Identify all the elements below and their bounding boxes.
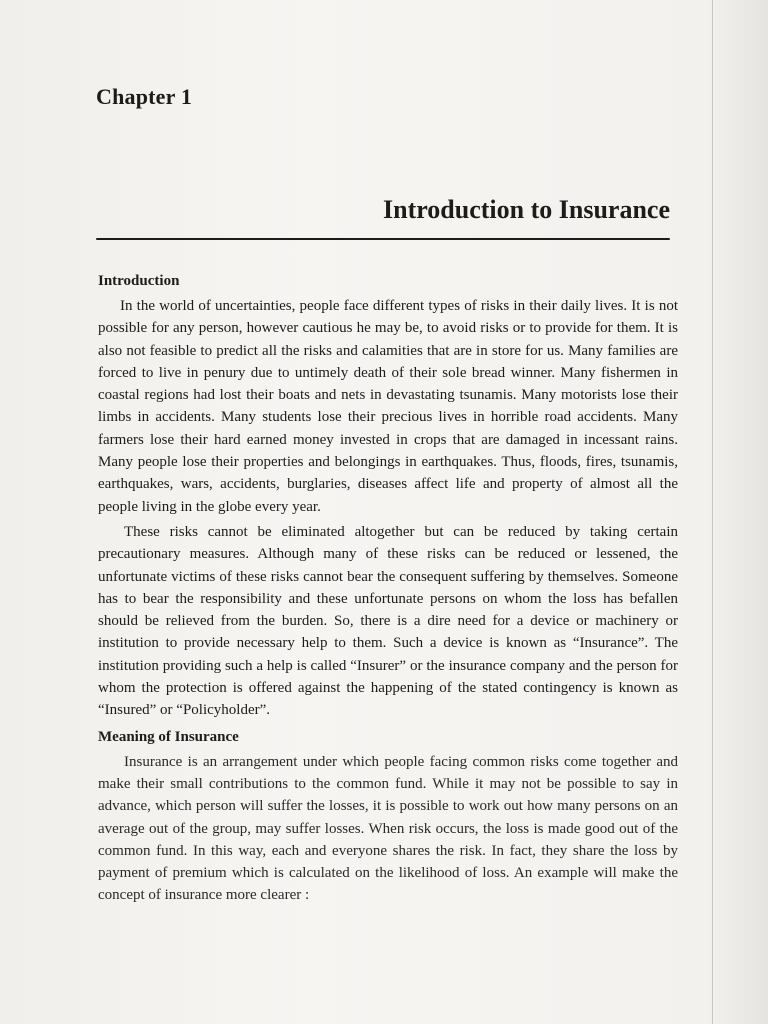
meaning-paragraph-1: Insurance is an arrangement under which people facing common risks come together and make their small contributions to the common fund. While it may not be possible to say in advance, which person will suffer the losses, it is possible to work out how many persons on an average out of the group, may suffer losses. When risk occurs, the loss is made good out of the common fund. In this way, each and everyone shares the risk. In fact, they share the loss by payment of premium which is calculated on the likelihood of loss. An example will make the concept of insurance more clearer :: [98, 753, 678, 904]
page-edge-divider: [712, 0, 713, 1024]
section-introduction: [98, 270, 678, 722]
section-heading-meaning-of-insurance: Meaning of Insurance: [98, 728, 239, 745]
title-underline-rule: [96, 238, 670, 240]
section-heading-introduction: Introduction: [98, 273, 180, 289]
section-meaning-of-insurance: [98, 726, 678, 907]
chapter-body: [98, 270, 678, 910]
chapter-title: Introduction to Insurance: [382, 195, 670, 224]
introduction-paragraph-1: In the world of uncertainties, people face different types of risks in their daily lives. It is not possible for any person, however cautious he may be, to avoid risks or to provide for them. It is also not feasible to predict all the risks and calamities that are in store for us. Many families are forced to live in penury due to untimely death of their sole bread winner. Many fishermen in coastal regions had lost their boats and nets in devastating tsunamis. Many motorists lose their limbs in accidents. Many students lose their precious lives in horrible road accidents. Many farmers lose their hard earned money invested in crops that are damaged in incessant rains. Many people lose their properties and belongings in earthquakes. Thus, floods, fires, tsunamis, earthquakes, wars, accidents, burglaries, diseases affect life and property of almost all the people living in the globe every year.: [98, 298, 678, 515]
introduction-paragraph-2: These risks cannot be eliminated altogether but can be reduced by taking certain precautionary measures. Although many of these risks can be reduced or lessened, the unfortunate victims of these risks cannot bear the consequent suffering by themselves. Someone has to bear the responsibility and these unfortunate persons on whom the loss has befallen should be relieved from the burden. So, there is a dire need for a device or machinery or institution to provide necessary help to them. Such a device is known as “Insurance”. The institution providing such a help is called “Insurer” or the insurance company and the person for whom the protection is offered against the happening of the stated contingency is known as “Insured” or “Policyholder”.: [98, 523, 678, 719]
chapter-label: Chapter 1: [96, 84, 193, 109]
